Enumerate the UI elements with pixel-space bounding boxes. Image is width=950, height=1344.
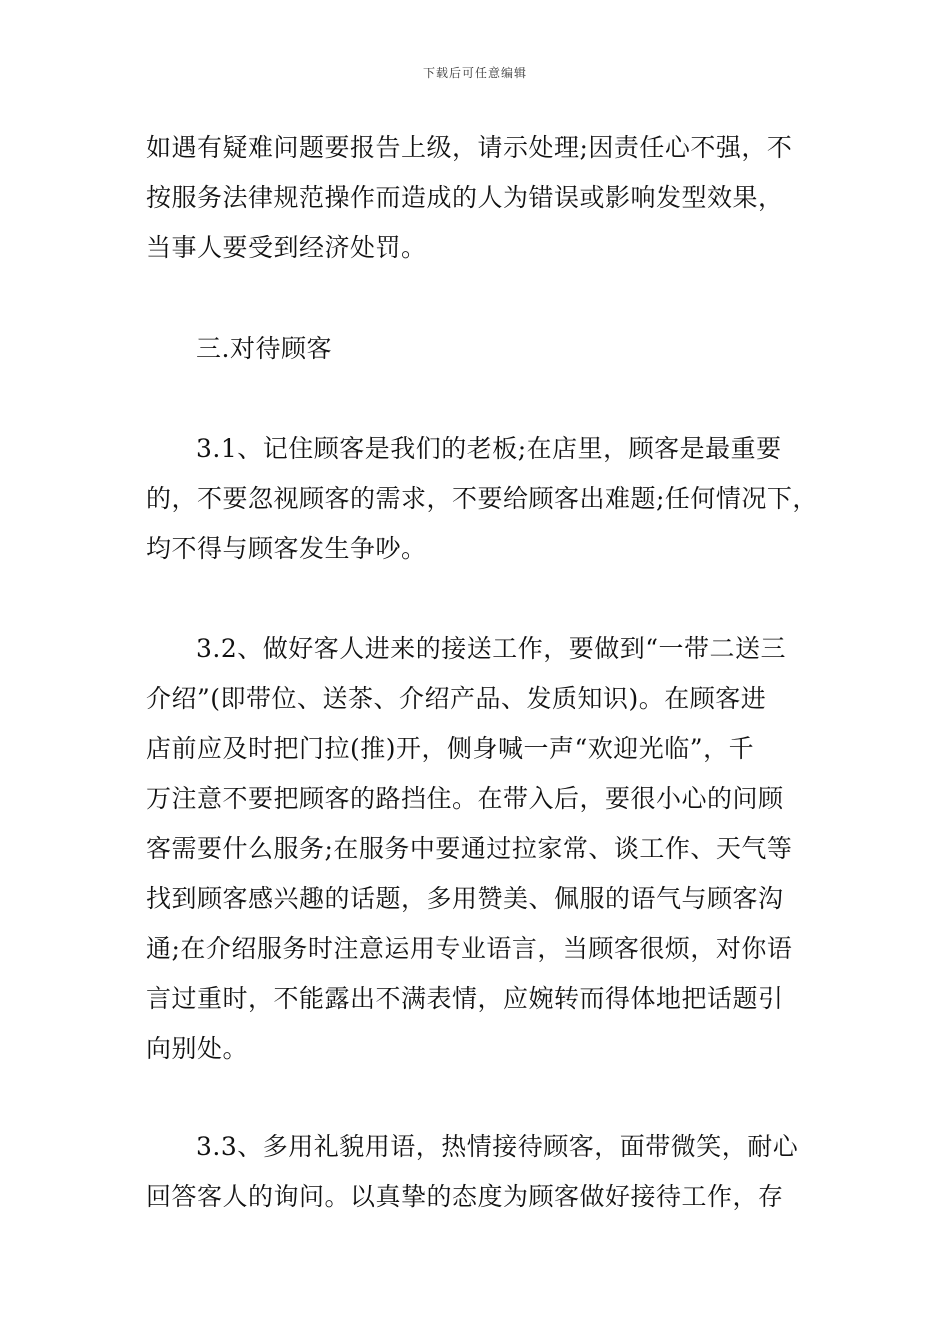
paragraph-line: 介绍”(即带位、送茶、介绍产品、发质知识)。在顾客进 xyxy=(146,684,767,713)
paragraph-line: 3.3、多用礼貌用语，热情接待顾客，面带微笑，耐心 xyxy=(196,1132,799,1161)
paragraph-line: 言过重时，不能露出不满表情，应婉转而得体地把话题引 xyxy=(146,984,784,1013)
paragraph-line: 回答客人的询问。以真挚的态度为顾客做好接待工作，存 xyxy=(146,1182,784,1211)
paragraph-line: 当事人要受到经济处罚。 xyxy=(146,233,427,262)
section-heading: 三.对待顾客 xyxy=(196,334,332,363)
paragraph-line: 客需要什么服务;在服务中要通过拉家常、谈工作、天气等 xyxy=(146,834,793,863)
paragraph-line: 的，不要忽视顾客的需求，不要给顾客出难题;任何情况下， xyxy=(146,484,818,513)
paragraph-line: 通;在介绍服务时注意运用专业语言，当顾客很烦，对你语 xyxy=(146,934,793,963)
paragraph-line: 店前应及时把门拉(推)开，侧身喊一声“欢迎光临”，千 xyxy=(146,734,755,763)
paragraph-line: 如遇有疑难问题要报告上级，请示处理;因责任心不强，不 xyxy=(146,133,793,162)
paragraph-line: 3.2、做好客人进来的接送工作，要做到“一带二送三 xyxy=(196,634,787,663)
paragraph-line: 万注意不要把顾客的路挡住。在带入后，要很小心的问顾 xyxy=(146,784,784,813)
header-note: 下载后可任意编辑 xyxy=(422,66,527,80)
paragraph-line: 找到顾客感兴趣的话题，多用赞美、佩服的语气与顾客沟 xyxy=(146,884,784,913)
paragraph-line: 按服务法律规范操作而造成的人为错误或影响发型效果， xyxy=(146,183,784,212)
paragraph-line: 向别处。 xyxy=(146,1034,249,1063)
paragraph-line: 均不得与顾客发生争吵。 xyxy=(146,534,427,563)
paragraph-line: 3.1、记住顾客是我们的老板;在店里，顾客是最重要 xyxy=(196,434,782,463)
